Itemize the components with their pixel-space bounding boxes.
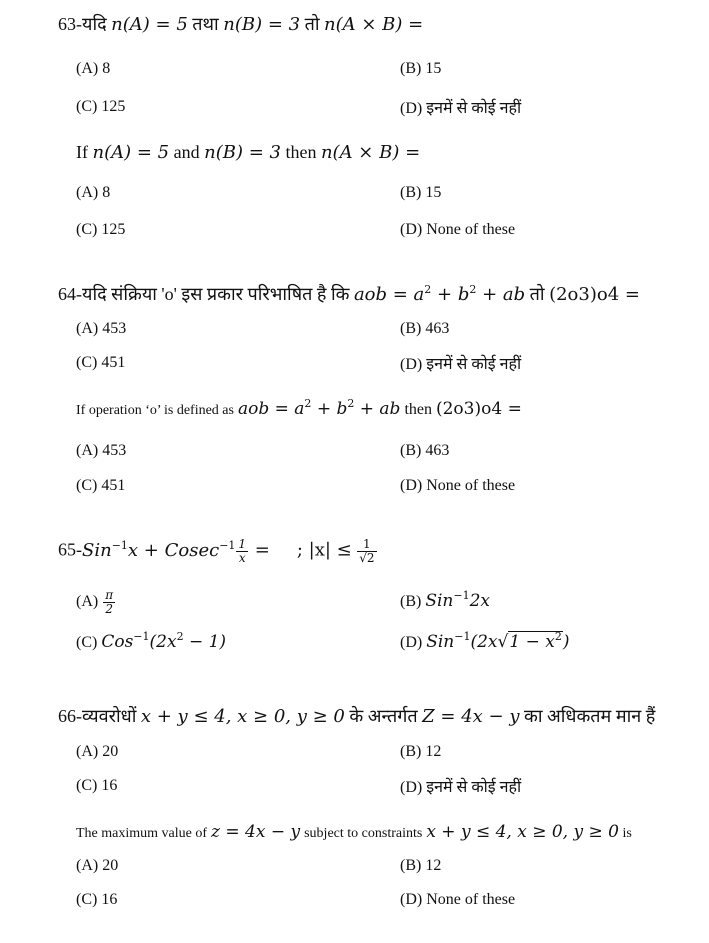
q65-fraction-1-over-root2: $\frac{1}{√2}$ <box>359 537 375 565</box>
q63-number: 63- <box>58 14 82 34</box>
q64-opt-a-en: (A) 453 <box>76 442 127 459</box>
q64-opt-c-hi: (C) 451 <box>76 354 126 371</box>
q63-opt-d-hi: (D) इनमें से कोई नहीं <box>400 100 522 117</box>
q64-hindi: 64-यदि संक्रिया 'o' इस प्रकार परिभाषित है कि aob = $a^2 + b^2$ + ab तो (2o3)o4 = <box>58 283 640 305</box>
q63-opt-b-en: (B) 15 <box>400 184 442 201</box>
q64-opt-b-hi: (B) 463 <box>400 320 450 337</box>
q63-opt-d-en: (D) None of these <box>400 221 516 238</box>
q66-opt-d-en: (D) None of these <box>400 891 516 908</box>
q63-opt-b-hi: (B) 15 <box>400 60 442 77</box>
q64-opt-d-en: (D) None of these <box>400 477 516 494</box>
q63-opt-c-en: (C) 125 <box>76 221 126 238</box>
q66-opt-b-hi: (B) 12 <box>400 743 442 760</box>
q66-opt-d-hi: (D) इनमें से कोई नहीं <box>400 779 522 796</box>
q65-question: 65-Sin$^{-1}$x + Cosec$^{-1}$ $\frac{1}{x}$ = ; |x| ≤ $\frac{1}{√2}$ <box>58 537 375 565</box>
q66-opt-a-hi: (A) 20 <box>76 743 119 760</box>
q66-opt-c-hi: (C) 16 <box>76 777 118 794</box>
q64-english: If operation ‘o’ is defined as aob = $a^2 + b^2$ + ab then (2o3)o4 = <box>76 397 522 419</box>
q66-opt-b-en: (B) 12 <box>400 857 442 874</box>
q65-opt-d: (D) $Sin^{-1}(2x√1 - x^2)$ <box>400 630 570 652</box>
q66-english: The maximum value of z = 4x − y subject to constraints x + y ≤ 4, x ≥ 0, y ≥ 0 is <box>76 822 632 842</box>
q63-opt-a-en: (A) 8 <box>76 184 111 201</box>
q64-opt-b-en: (B) 463 <box>400 442 450 459</box>
q66-opt-c-en: (C) 16 <box>76 891 118 908</box>
q65-opt-a: (A) $\frac{\pi}{2}$ <box>76 588 114 616</box>
q64-opt-c-en: (C) 451 <box>76 477 126 494</box>
q65-opt-c: (C) $Cos^{-1}(2x^2 - 1)$ <box>76 630 227 652</box>
q63-opt-a-hi: (A) 8 <box>76 60 111 77</box>
q64-number: 64- <box>58 284 82 304</box>
q64-opt-a-hi: (A) 453 <box>76 320 127 337</box>
q63-hindi: 63-यदि n(A) = 5 तथा n(B) = 3 तो n(A × B) = <box>58 14 424 35</box>
q66-hindi: 66-व्यवरोधों x + y ≤ 4, x ≥ 0, y ≥ 0 के अन्तर्गत Z = 4x − y का अधिकतम मान हैं <box>58 706 656 727</box>
q64-opt-d-hi: (D) इनमें से कोई नहीं <box>400 356 522 373</box>
q63-opt-c-hi: (C) 125 <box>76 98 126 115</box>
q66-number: 66- <box>58 706 82 726</box>
q65-sqrt-radicand: $1 - x^2$ <box>509 630 562 652</box>
q63-english: If n(A) = 5 and n(B) = 3 then n(A × B) = <box>76 142 421 163</box>
q65-number: 65- <box>58 539 82 560</box>
q65-fraction-1-over-x: $\frac{1}{x}$ <box>238 537 247 565</box>
q66-opt-a-en: (A) 20 <box>76 857 119 874</box>
q65-opt-b: (B) Sin$^{-1}$2x <box>400 589 490 611</box>
